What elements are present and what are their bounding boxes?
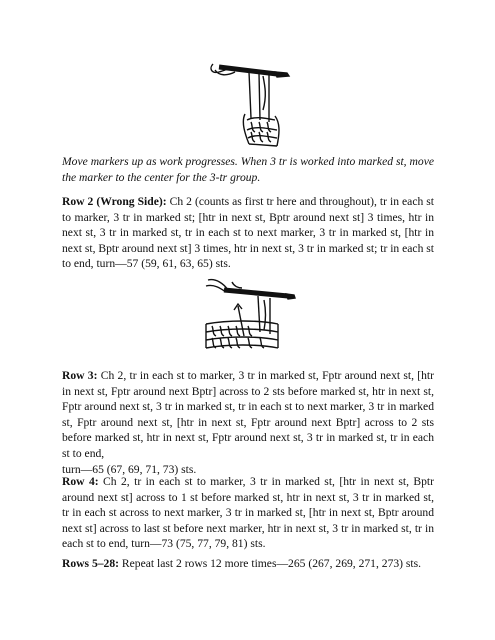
row-4-label: Row 4: bbox=[62, 475, 99, 488]
row-4-text: Ch 2, tr in each st to marker, 3 tr in marked st, [htr in next st, Bptr around next st] across to 1 st before marked st, htr in next st, 3 tr in marked st, tr in each st across to next marker, 3 tr in marked st, [htr in next st, Bptr around next st] across to last st before next marker, htr in next st, 3 tr in marked st, tr in each st to end, turn—73 (75, 77, 79, 81) sts. bbox=[62, 475, 434, 551]
row-3-label: Row 3: bbox=[62, 369, 98, 382]
rows-5-28-label: Rows 5–28: bbox=[62, 557, 120, 570]
row-3-tail: turn—65 (67, 69, 71, 73) sts. bbox=[62, 462, 197, 476]
marker-note: Move markers up as work progresses. When 3 tr is worked into marked st, move the marker to the center for the 3-tr group. bbox=[62, 155, 434, 184]
post-stitch-diagram-top bbox=[205, 58, 295, 150]
crochet-hook-post-stitch-illustration bbox=[205, 58, 295, 150]
row-2-text: Ch 2 (counts as first tr here and throughout), tr in each st to marker, 3 tr in marked st; [htr in next st, Bptr around next st] 3 times, htr in next st, 3 tr in marked st, tr in each st to next marker, 3 tr in marked st, [htr in next st, Bptr around next st] 3 times, htr in next st, 3 tr in marked st; tr in each st to end, turn—57 (59, 61, 63, 65) sts. bbox=[62, 195, 435, 271]
row-2-label: Row 2 (Wrong Side): bbox=[62, 195, 167, 208]
row-4-instruction bbox=[62, 474, 434, 552]
post-stitch-diagram-middle bbox=[198, 276, 298, 358]
row-3-instruction bbox=[62, 368, 434, 477]
rows-5-28-instruction bbox=[62, 556, 434, 572]
row-2-instruction bbox=[62, 194, 434, 272]
crochet-hook-back-post-illustration bbox=[198, 276, 298, 358]
row-3-text: Ch 2, tr in each st to marker, 3 tr in marked st, Fptr around next st, [htr in next st, Fptr around next Bptr] across to 2 sts before marked st, htr in next st, Fptr around next st, 3 tr in marked st, tr in each st to next marker, 3 tr in marked st, Fptr around next st, [htr in next st, Fptr around next Bptr] across to 2 sts before marked st, htr in next st, Fptr around next st, 3 tr in marked st, tr in each st to end, bbox=[62, 369, 434, 460]
rows-5-28-text: Repeat last 2 rows 12 more times—265 (267, 269, 271, 273) sts. bbox=[119, 557, 422, 570]
